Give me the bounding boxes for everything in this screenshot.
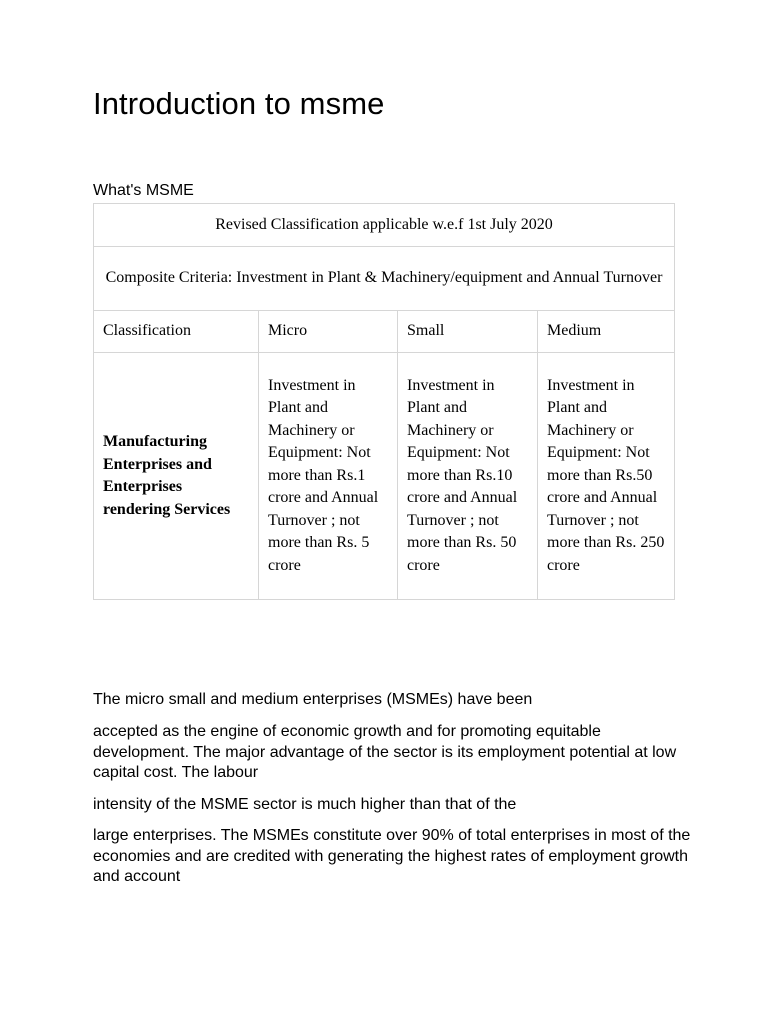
paragraph-1: The micro small and medium enterprises (MSMEs) have been <box>93 691 533 708</box>
table-header-row <box>94 311 675 353</box>
table-criteria-cell: Composite Criteria: Investment in Plant & Machinery/equipment and Annual Turnover <box>94 247 675 311</box>
paragraph-3: intensity of the MSME sector is much higher than that of the <box>93 796 517 813</box>
paragraph-2: accepted as the engine of economic growth and for promoting equitable development. The major advantage of the sector is its employment potential at low capital cost. The labour <box>93 723 677 781</box>
header-medium: Medium <box>538 311 675 353</box>
small-criteria-cell: Investment in Plant and Machinery or Equipment: Not more than Rs.10 crore and Annual Turnover ; not more than Rs. 50 crore <box>398 353 538 600</box>
table-criteria-row <box>94 247 675 311</box>
row-label-cell: Manufacturing Enterprises and Enterprises rendering Services <box>94 353 259 600</box>
header-classification: Classification <box>94 311 259 353</box>
msme-classification-table <box>93 203 675 600</box>
section-heading: What's MSME <box>93 182 194 199</box>
table-row <box>94 353 675 600</box>
header-small: Small <box>398 311 538 353</box>
page-title: Introduction to msme <box>93 86 385 121</box>
micro-criteria-cell: Investment in Plant and Machinery or Equipment: Not more than Rs.1 crore and Annual Turnover ; not more than Rs. 5 crore <box>259 353 398 600</box>
medium-criteria-cell: Investment in Plant and Machinery or Equipment: Not more than Rs.50 crore and Annual Turnover ; not more than Rs. 250 crore <box>538 353 675 600</box>
header-micro: Micro <box>259 311 398 353</box>
paragraph-4: large enterprises. The MSMEs constitute over 90% of total enterprises in most of the economies and are credited with generating the highest rates of employment growth and account <box>93 827 691 885</box>
table-title-cell: Revised Classification applicable w.e.f 1st July 2020 <box>94 204 675 247</box>
table-title-row <box>94 204 675 247</box>
